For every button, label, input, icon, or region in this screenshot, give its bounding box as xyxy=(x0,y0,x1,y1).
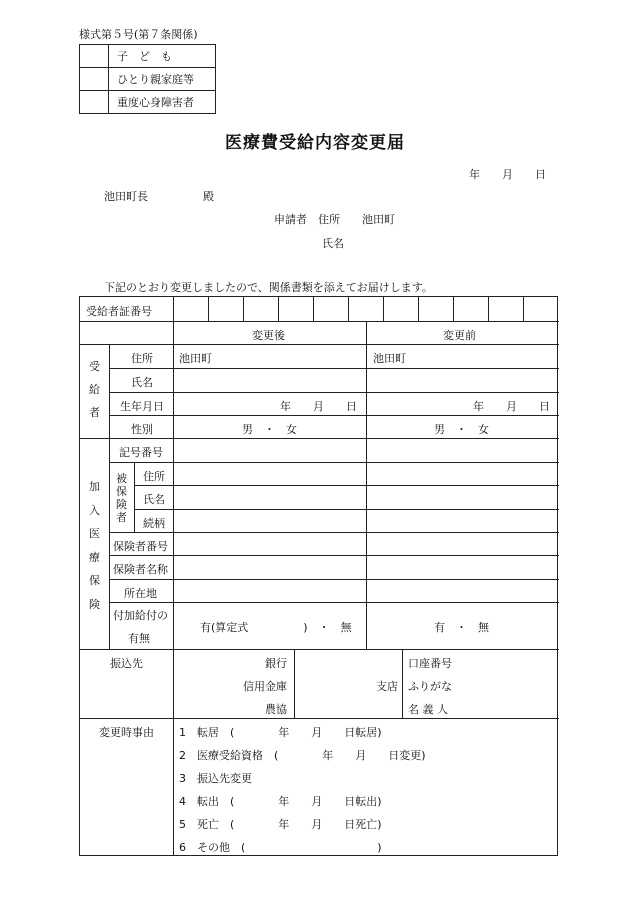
insured-group-label: 被保険者 xyxy=(116,472,127,524)
extra-benefit-label-1: 付加給付の xyxy=(113,609,168,622)
reason-item[interactable]: 1 転居 ( 年 月 日転居) xyxy=(179,726,382,739)
account-number-label: 口座番号 xyxy=(408,657,452,670)
address-before-input[interactable]: 池田町 xyxy=(373,352,406,365)
name-before-input[interactable] xyxy=(367,369,558,391)
addressee: 池田町長 殿 xyxy=(104,190,214,203)
bank-label: 銀行 xyxy=(265,657,287,670)
extra-benefit-label-2: 有無 xyxy=(128,632,150,645)
cert-number-input[interactable] xyxy=(174,298,558,320)
reason-item[interactable]: 4 転出 ( 年 月 日転出) xyxy=(179,795,382,808)
category-label: 子 ど も xyxy=(109,45,216,68)
symbol-number-after-input[interactable] xyxy=(174,439,365,461)
account-holder-label: 名 義 人 xyxy=(408,703,448,716)
address-after-input[interactable]: 池田町 xyxy=(179,352,212,365)
form-reference: 様式第５号(第７条関係) xyxy=(79,28,198,41)
insurer-number-label: 保険者番号 xyxy=(113,540,168,553)
sex-after-options[interactable]: 男 ・ 女 xyxy=(242,423,297,436)
reason-item[interactable]: 3 振込先変更 xyxy=(179,772,252,785)
dob-label: 生年月日 xyxy=(120,400,164,413)
category-checkbox[interactable] xyxy=(80,68,109,91)
dob-before-input[interactable]: 年 月 日 xyxy=(473,400,550,413)
applicant-address: 申請者 住所 池田町 xyxy=(274,213,395,226)
furigana-label: ふりがな xyxy=(408,680,452,693)
cert-number-label: 受給者証番号 xyxy=(86,305,152,318)
address-label: 住所 xyxy=(131,352,153,365)
branch-label: 支店 xyxy=(376,680,398,693)
nokyo-label: 農協 xyxy=(265,703,287,716)
name-after-input[interactable] xyxy=(174,369,365,391)
category-box xyxy=(79,44,216,114)
reason-label: 変更時事由 xyxy=(99,726,154,739)
insured-name-label: 氏名 xyxy=(143,493,165,506)
extra-benefit-before[interactable]: 有 ・ 無 xyxy=(434,621,489,634)
location-label: 所在地 xyxy=(124,587,157,600)
before-header: 変更前 xyxy=(443,329,476,342)
recipient-group-label: 受給者 xyxy=(89,360,100,419)
intro-text: 下記のとおり変更しましたので、関係書類を添えてお届けします。 xyxy=(104,281,433,294)
document-title: 医療費受給内容変更届 xyxy=(225,133,405,153)
category-checkbox[interactable] xyxy=(80,45,109,68)
dob-after-input[interactable]: 年 月 日 xyxy=(280,400,357,413)
sex-before-options[interactable]: 男 ・ 女 xyxy=(434,423,489,436)
change-form-table xyxy=(79,296,558,856)
transfer-label: 振込先 xyxy=(110,657,143,670)
extra-benefit-after[interactable]: 有(算定式 ) ・ 無 xyxy=(200,621,352,634)
relation-label: 続柄 xyxy=(143,517,165,530)
reason-item[interactable]: 2 医療受給資格 ( 年 月 日変更) xyxy=(179,749,426,762)
symbol-number-label: 記号番号 xyxy=(119,446,163,459)
reason-item[interactable]: 6 その他 ( ) xyxy=(179,841,382,854)
submission-date: 年 月 日 xyxy=(469,168,546,181)
sex-label: 性別 xyxy=(131,423,153,436)
applicant-name: 氏名 xyxy=(322,237,344,250)
name-label: 氏名 xyxy=(131,376,153,389)
insurance-group-label: 加入医療保険 xyxy=(89,480,100,611)
category-label: ひとり親家庭等 xyxy=(109,68,216,91)
category-checkbox[interactable] xyxy=(80,91,109,114)
symbol-number-before-input[interactable] xyxy=(367,439,558,461)
shinkin-label: 信用金庫 xyxy=(243,680,287,693)
after-header: 変更後 xyxy=(252,329,285,342)
category-label: 重度心身障害者 xyxy=(109,91,216,114)
insured-address-label: 住所 xyxy=(143,470,165,483)
reason-item[interactable]: 5 死亡 ( 年 月 日死亡) xyxy=(179,818,382,831)
insurer-name-label: 保険者名称 xyxy=(113,563,168,576)
